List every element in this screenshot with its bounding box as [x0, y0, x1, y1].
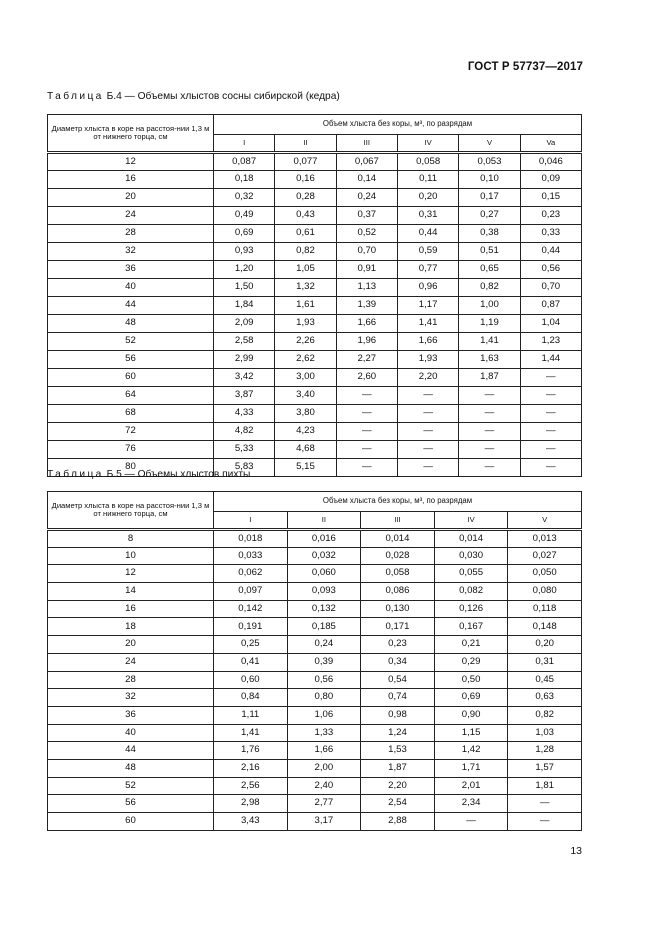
table-row [48, 813, 582, 831]
volume-cell: 2,62 [275, 351, 336, 369]
table-row [48, 671, 582, 689]
grade-header: I [214, 135, 275, 153]
volume-cell: 0,49 [214, 207, 275, 225]
volume-cell: — [397, 423, 458, 441]
table-row [48, 583, 582, 601]
volume-cell: 1,13 [336, 279, 397, 297]
volume-cell: 0,11 [397, 171, 458, 189]
table-row [48, 547, 582, 565]
volume-cell: 0,41 [214, 653, 288, 671]
table-row [48, 297, 582, 315]
volume-cell: 1,93 [397, 351, 458, 369]
volume-cell: 1,66 [336, 315, 397, 333]
volume-cell: 0,44 [397, 225, 458, 243]
diameter-cell: 56 [48, 795, 214, 813]
volume-cell: 0,74 [361, 689, 435, 707]
volume-cell: — [336, 459, 397, 477]
volume-cell: 0,24 [336, 189, 397, 207]
volume-cell: — [336, 441, 397, 459]
diameter-cell: 8 [48, 530, 214, 548]
volume-cell: 0,14 [336, 171, 397, 189]
diameter-cell: 80 [48, 459, 214, 477]
volume-cell: 0,053 [459, 153, 520, 171]
volume-cell: 0,118 [508, 600, 582, 618]
table-b4 [47, 114, 582, 477]
grade-header: III [361, 512, 435, 530]
volume-cell: 0,028 [361, 547, 435, 565]
volume-cell: 0,43 [275, 207, 336, 225]
volume-cell: 1,19 [459, 315, 520, 333]
grade-header: Va [520, 135, 581, 153]
volume-cell: 1,33 [287, 724, 361, 742]
volume-cell: 4,33 [214, 405, 275, 423]
table-row [48, 600, 582, 618]
volume-cell: 0,148 [508, 618, 582, 636]
volume-cell: 3,40 [275, 387, 336, 405]
volume-cell: 4,82 [214, 423, 275, 441]
volume-cell: 1,66 [397, 333, 458, 351]
diameter-cell: 36 [48, 706, 214, 724]
table-b5 [47, 491, 582, 831]
volume-cell: — [520, 459, 581, 477]
table-row [48, 636, 582, 654]
volume-cell: — [397, 459, 458, 477]
volume-cell: 1,23 [520, 333, 581, 351]
volume-cell: 0,38 [459, 225, 520, 243]
table-row [48, 261, 582, 279]
table-row [48, 724, 582, 742]
volume-cell: — [520, 387, 581, 405]
volume-cell: 3,00 [275, 369, 336, 387]
diameter-cell: 10 [48, 547, 214, 565]
diameter-cell: 68 [48, 405, 214, 423]
volume-cell: 1,66 [287, 742, 361, 760]
volume-cell: — [520, 441, 581, 459]
volume-cell: 0,033 [214, 547, 288, 565]
diameter-cell: 40 [48, 279, 214, 297]
volume-header: Объем хлыста без коры, м³, по разрядам [214, 492, 582, 512]
diameter-cell: 44 [48, 742, 214, 760]
volume-cell: 0,142 [214, 600, 288, 618]
diameter-cell: 16 [48, 171, 214, 189]
volume-cell: 4,23 [275, 423, 336, 441]
volume-cell: 0,20 [397, 189, 458, 207]
table-row [48, 189, 582, 207]
volume-cell: — [459, 387, 520, 405]
volume-cell: 0,058 [397, 153, 458, 171]
volume-cell: 1,03 [508, 724, 582, 742]
table-row [48, 333, 582, 351]
volume-cell: — [459, 441, 520, 459]
volume-cell: 5,15 [275, 459, 336, 477]
volume-cell: — [336, 423, 397, 441]
diameter-cell: 72 [48, 423, 214, 441]
table-row [48, 530, 582, 548]
volume-cell: 0,016 [287, 530, 361, 548]
grade-header: I [214, 512, 288, 530]
diameter-header: Диаметр хлыста в коре на расстоя-нии 1,3 м от нижнего торца, см [48, 492, 214, 530]
volume-cell: 0,28 [275, 189, 336, 207]
volume-cell: 0,69 [214, 225, 275, 243]
diameter-cell: 52 [48, 333, 214, 351]
volume-cell: — [459, 405, 520, 423]
volume-cell: 0,70 [520, 279, 581, 297]
diameter-cell: 18 [48, 618, 214, 636]
volume-cell: 1,87 [361, 759, 435, 777]
caption-prefix: Таблица [47, 469, 104, 480]
volume-cell: 1,28 [508, 742, 582, 760]
volume-cell: 0,09 [520, 171, 581, 189]
volume-cell: 0,191 [214, 618, 288, 636]
volume-cell: 0,59 [397, 243, 458, 261]
diameter-cell: 60 [48, 813, 214, 831]
volume-cell: 5,33 [214, 441, 275, 459]
volume-cell: 2,60 [336, 369, 397, 387]
diameter-header: Диаметр хлыста в коре на расстоя-нии 1,3 м от нижнего торца, см [48, 115, 214, 153]
volume-cell: 0,167 [434, 618, 508, 636]
volume-cell: 1,39 [336, 297, 397, 315]
volume-cell: 0,91 [336, 261, 397, 279]
volume-cell: 0,080 [508, 583, 582, 601]
volume-cell: 0,10 [459, 171, 520, 189]
volume-cell: 1,76 [214, 742, 288, 760]
volume-cell: 0,23 [361, 636, 435, 654]
volume-cell: 1,15 [434, 724, 508, 742]
volume-cell: 1,11 [214, 706, 288, 724]
volume-cell: 0,20 [508, 636, 582, 654]
volume-cell: 0,130 [361, 600, 435, 618]
volume-cell: 0,058 [361, 565, 435, 583]
volume-cell: — [520, 369, 581, 387]
volume-cell: 0,29 [434, 653, 508, 671]
volume-cell: 0,51 [459, 243, 520, 261]
volume-cell: 0,82 [275, 243, 336, 261]
volume-cell: 1,41 [397, 315, 458, 333]
volume-cell: 2,20 [361, 777, 435, 795]
volume-cell: 2,26 [275, 333, 336, 351]
volume-cell: 2,99 [214, 351, 275, 369]
volume-cell: 2,58 [214, 333, 275, 351]
volume-cell: 0,31 [508, 653, 582, 671]
volume-cell: 0,70 [336, 243, 397, 261]
volume-cell: 0,126 [434, 600, 508, 618]
volume-cell: 0,16 [275, 171, 336, 189]
volume-cell: 0,086 [361, 583, 435, 601]
volume-cell: 1,50 [214, 279, 275, 297]
grade-header: IV [397, 135, 458, 153]
volume-cell: 0,23 [520, 207, 581, 225]
diameter-cell: 48 [48, 315, 214, 333]
volume-cell: 0,014 [361, 530, 435, 548]
volume-cell: 0,27 [459, 207, 520, 225]
volume-cell: 1,04 [520, 315, 581, 333]
volume-cell: 3,17 [287, 813, 361, 831]
volume-cell: 4,68 [275, 441, 336, 459]
volume-cell: 3,42 [214, 369, 275, 387]
volume-cell: 0,56 [520, 261, 581, 279]
volume-cell: 0,52 [336, 225, 397, 243]
diameter-cell: 12 [48, 565, 214, 583]
diameter-cell: 76 [48, 441, 214, 459]
volume-cell: 0,055 [434, 565, 508, 583]
diameter-cell: 64 [48, 387, 214, 405]
volume-cell: — [397, 387, 458, 405]
volume-cell: 0,63 [508, 689, 582, 707]
volume-cell: 0,062 [214, 565, 288, 583]
volume-cell: 0,31 [397, 207, 458, 225]
volume-cell: 2,00 [287, 759, 361, 777]
table-row [48, 795, 582, 813]
volume-cell: — [508, 813, 582, 831]
volume-cell: 0,45 [508, 671, 582, 689]
table-row [48, 653, 582, 671]
table-row [48, 225, 582, 243]
volume-cell: 0,097 [214, 583, 288, 601]
diameter-cell: 20 [48, 636, 214, 654]
volume-cell: 0,37 [336, 207, 397, 225]
volume-cell: 0,030 [434, 547, 508, 565]
volume-cell: 1,32 [275, 279, 336, 297]
volume-cell: 0,32 [214, 189, 275, 207]
table-row [48, 689, 582, 707]
volume-cell: 1,41 [214, 724, 288, 742]
volume-cell: 1,63 [459, 351, 520, 369]
volume-cell: 2,16 [214, 759, 288, 777]
volume-cell: 5,83 [214, 459, 275, 477]
volume-cell: 0,90 [434, 706, 508, 724]
diameter-cell: 44 [48, 297, 214, 315]
volume-cell: 0,132 [287, 600, 361, 618]
volume-cell: 1,84 [214, 297, 275, 315]
volume-cell: 0,93 [214, 243, 275, 261]
volume-cell: 0,69 [434, 689, 508, 707]
grade-header: V [459, 135, 520, 153]
diameter-cell: 32 [48, 243, 214, 261]
table-row [48, 207, 582, 225]
volume-cell: 0,33 [520, 225, 581, 243]
diameter-cell: 12 [48, 153, 214, 171]
volume-cell: — [397, 405, 458, 423]
volume-header: Объем хлыста без коры, м³, по разрядам [214, 115, 582, 135]
volume-cell: 0,077 [275, 153, 336, 171]
volume-cell: 0,032 [287, 547, 361, 565]
grade-header: II [275, 135, 336, 153]
grade-header: III [336, 135, 397, 153]
volume-cell: 0,84 [214, 689, 288, 707]
volume-cell: 0,82 [459, 279, 520, 297]
volume-cell: 0,34 [361, 653, 435, 671]
document-id: ГОСТ Р 57737—2017 [467, 61, 583, 73]
volume-cell: — [336, 387, 397, 405]
grade-header: IV [434, 512, 508, 530]
volume-cell: 1,20 [214, 261, 275, 279]
volume-cell: 1,93 [275, 315, 336, 333]
volume-cell: 0,060 [287, 565, 361, 583]
volume-cell: 2,77 [287, 795, 361, 813]
volume-cell: 2,98 [214, 795, 288, 813]
volume-cell: 0,21 [434, 636, 508, 654]
diameter-cell: 24 [48, 207, 214, 225]
diameter-cell: 60 [48, 369, 214, 387]
diameter-cell: 14 [48, 583, 214, 601]
volume-cell: 0,15 [520, 189, 581, 207]
volume-cell: 0,087 [214, 153, 275, 171]
table-row [48, 351, 582, 369]
page-number: 13 [570, 845, 582, 857]
volume-cell: 1,53 [361, 742, 435, 760]
volume-cell: — [520, 405, 581, 423]
volume-cell: 1,57 [508, 759, 582, 777]
table-row [48, 171, 582, 189]
volume-cell: 0,98 [361, 706, 435, 724]
table-row [48, 441, 582, 459]
volume-cell: 0,61 [275, 225, 336, 243]
volume-cell: 1,87 [459, 369, 520, 387]
volume-cell: — [397, 441, 458, 459]
volume-cell: 2,27 [336, 351, 397, 369]
volume-cell: 0,80 [287, 689, 361, 707]
volume-cell: 2,88 [361, 813, 435, 831]
table-b5-body [48, 530, 582, 831]
volume-cell: 2,09 [214, 315, 275, 333]
diameter-cell: 32 [48, 689, 214, 707]
volume-cell: 0,65 [459, 261, 520, 279]
volume-cell: 2,54 [361, 795, 435, 813]
table-row [48, 315, 582, 333]
volume-cell: 0,54 [361, 671, 435, 689]
volume-cell: 0,046 [520, 153, 581, 171]
diameter-cell: 56 [48, 351, 214, 369]
diameter-cell: 48 [48, 759, 214, 777]
diameter-cell: 20 [48, 189, 214, 207]
volume-cell: 0,014 [434, 530, 508, 548]
volume-cell: 1,06 [287, 706, 361, 724]
caption-text: Б.4 — Объемы хлыстов сосны сибирской (кедра) [103, 91, 340, 102]
table-row [48, 618, 582, 636]
table-row [48, 279, 582, 297]
volume-cell: 3,43 [214, 813, 288, 831]
diameter-cell: 40 [48, 724, 214, 742]
volume-cell: 0,50 [434, 671, 508, 689]
volume-cell: 2,20 [397, 369, 458, 387]
volume-cell: 2,01 [434, 777, 508, 795]
table-b5-caption [47, 469, 250, 480]
table-row [48, 759, 582, 777]
diameter-cell: 24 [48, 653, 214, 671]
volume-cell: 1,41 [459, 333, 520, 351]
volume-cell: 0,24 [287, 636, 361, 654]
volume-cell: 0,171 [361, 618, 435, 636]
table-row [48, 423, 582, 441]
volume-cell: 3,80 [275, 405, 336, 423]
volume-cell: — [459, 423, 520, 441]
diameter-cell: 28 [48, 225, 214, 243]
volume-cell: 2,34 [434, 795, 508, 813]
volume-cell: 0,56 [287, 671, 361, 689]
volume-cell: 1,05 [275, 261, 336, 279]
volume-cell: — [336, 405, 397, 423]
volume-cell: — [434, 813, 508, 831]
volume-cell: 0,18 [214, 171, 275, 189]
table-row [48, 405, 582, 423]
volume-cell: 0,17 [459, 189, 520, 207]
volume-cell: 0,027 [508, 547, 582, 565]
diameter-cell: 16 [48, 600, 214, 618]
volume-cell: 1,24 [361, 724, 435, 742]
volume-cell: 0,87 [520, 297, 581, 315]
volume-cell: 0,77 [397, 261, 458, 279]
volume-cell: 0,96 [397, 279, 458, 297]
table-row [48, 565, 582, 583]
volume-cell: 2,56 [214, 777, 288, 795]
grade-header: V [508, 512, 582, 530]
volume-cell: 1,81 [508, 777, 582, 795]
caption-text: Б.5 — Объемы хлыстов пихты [103, 469, 251, 480]
table-row [48, 706, 582, 724]
diameter-cell: 52 [48, 777, 214, 795]
volume-cell: 0,44 [520, 243, 581, 261]
table-b4-body [48, 153, 582, 477]
volume-cell: 0,25 [214, 636, 288, 654]
diameter-cell: 36 [48, 261, 214, 279]
table-b4-caption [47, 91, 340, 102]
volume-cell: 0,39 [287, 653, 361, 671]
table-row [48, 387, 582, 405]
volume-cell: 0,050 [508, 565, 582, 583]
volume-cell: 0,018 [214, 530, 288, 548]
volume-cell: 0,185 [287, 618, 361, 636]
volume-cell: 1,71 [434, 759, 508, 777]
volume-cell: 0,60 [214, 671, 288, 689]
volume-cell: 1,17 [397, 297, 458, 315]
volume-cell: 1,42 [434, 742, 508, 760]
volume-cell: 3,87 [214, 387, 275, 405]
caption-prefix: Таблица [47, 91, 104, 102]
diameter-cell: 28 [48, 671, 214, 689]
table-row [48, 153, 582, 171]
volume-cell: 0,013 [508, 530, 582, 548]
table-row [48, 742, 582, 760]
volume-cell: 0,093 [287, 583, 361, 601]
table-row [48, 243, 582, 261]
volume-cell: — [459, 459, 520, 477]
volume-cell: 0,067 [336, 153, 397, 171]
volume-cell: 1,61 [275, 297, 336, 315]
volume-cell: 1,96 [336, 333, 397, 351]
volume-cell: — [520, 423, 581, 441]
volume-cell: — [508, 795, 582, 813]
table-row [48, 777, 582, 795]
grade-header: II [287, 512, 361, 530]
volume-cell: 2,40 [287, 777, 361, 795]
volume-cell: 1,00 [459, 297, 520, 315]
volume-cell: 1,44 [520, 351, 581, 369]
volume-cell: 0,082 [434, 583, 508, 601]
volume-cell: 0,82 [508, 706, 582, 724]
table-row [48, 369, 582, 387]
